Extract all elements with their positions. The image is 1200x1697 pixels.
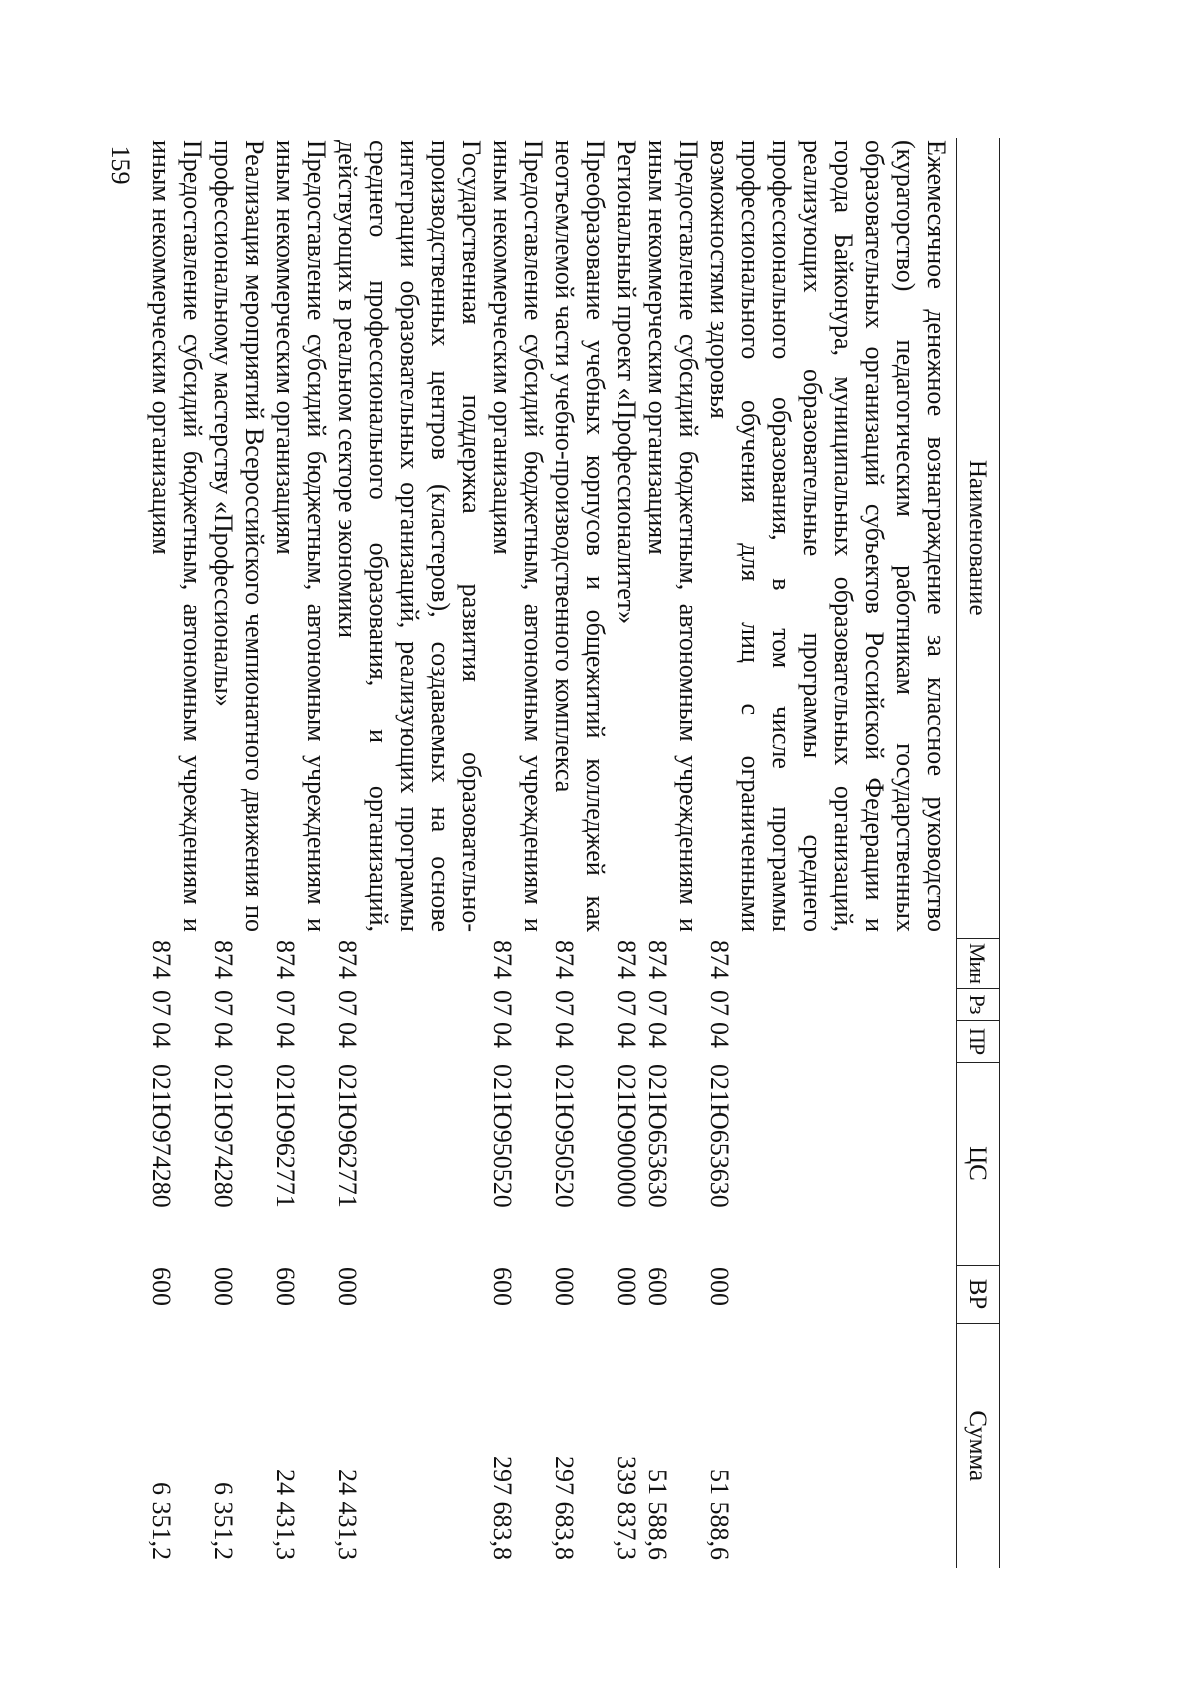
row-rz: 07 (612, 990, 641, 1016)
row-rz: 07 (333, 990, 362, 1016)
row-vr: 000 (209, 1267, 238, 1306)
row-vr: 000 (333, 1267, 362, 1306)
row-pr: 04 (209, 1022, 238, 1048)
row-cs: 021Ю974280 (209, 1064, 238, 1208)
row-rz: 07 (147, 990, 176, 1016)
row-min: 874 (147, 940, 176, 979)
row-name: Предоставление субсидий бюджетным, автономным учреждениям и иным некоммерческим организациям (271, 140, 331, 932)
row-min: 874 (209, 940, 238, 979)
table-header-row (957, 138, 1000, 1568)
table-row (208, 138, 270, 1568)
row-rz: 07 (209, 990, 238, 1016)
row-cs: 021Ю950520 (488, 1064, 517, 1208)
row-name: Предоставление субсидий бюджетным, автономным учреждениям и иным некоммерческим организациям (643, 140, 703, 932)
row-cs: 021Ю653630 (643, 1064, 672, 1208)
row-pr: 04 (705, 1022, 734, 1048)
table-row (146, 138, 208, 1568)
table-row (270, 138, 332, 1568)
row-sum: 51 588,6 (705, 1469, 734, 1560)
table-row (549, 138, 611, 1568)
row-sum: 297 683,8 (550, 1456, 579, 1560)
row-cs: 021Ю974280 (147, 1064, 176, 1208)
header-cs: ЦС (957, 1062, 1000, 1265)
row-cs: 021Ю900000 (612, 1064, 641, 1208)
row-min: 874 (271, 940, 300, 979)
table-row (704, 138, 957, 1568)
header-min: Мин (957, 938, 1000, 988)
row-name: Ежемесячное денежное вознаграждение за классное руководство (кураторство) педагогическим работникам государственных образовательных организаций субъектов Российской Федерации и города Байконура, муниципальных образовательных организаций, реализующих образовательные программы среднего профессионального образования, в том числе программы профессионального обучения для лиц с ограниченными возможностями здоровья (705, 140, 951, 932)
row-vr: 000 (550, 1267, 579, 1306)
row-sum: 51 588,6 (643, 1469, 672, 1560)
row-cs: 021Ю653630 (705, 1064, 734, 1208)
row-rz: 07 (488, 990, 517, 1016)
page-number: 159 (106, 145, 135, 185)
row-min: 874 (705, 940, 734, 979)
row-name: Региональный проект «Профессионалитет» (612, 140, 641, 625)
row-vr: 600 (488, 1267, 517, 1306)
row-rz: 07 (643, 990, 672, 1016)
row-min: 874 (643, 940, 672, 979)
budget-table (146, 138, 1000, 1568)
row-pr: 04 (488, 1022, 517, 1048)
row-pr: 04 (333, 1022, 362, 1048)
row-sum: 339 837,3 (612, 1456, 641, 1560)
row-cs: 021Ю962771 (333, 1064, 362, 1208)
row-vr: 000 (705, 1267, 734, 1306)
row-vr: 600 (147, 1267, 176, 1306)
header-name: Наименование (957, 138, 1000, 938)
row-vr: 600 (271, 1267, 300, 1306)
row-cs: 021Ю962771 (271, 1064, 300, 1208)
table-row (332, 138, 487, 1568)
row-min: 874 (333, 940, 362, 979)
row-rz: 07 (550, 990, 579, 1016)
row-vr: 600 (643, 1267, 672, 1306)
row-name: Реализация мероприятий Всероссийского чемпионатного движения по профессиональному мастерству «Профессионалы» (209, 140, 269, 932)
row-pr: 04 (271, 1022, 300, 1048)
row-pr: 04 (643, 1022, 672, 1048)
row-pr: 04 (550, 1022, 579, 1048)
row-min: 874 (488, 940, 517, 979)
table-row (642, 138, 704, 1568)
row-name: Предоставление субсидий бюджетным, автономным учреждениям и иным некоммерческим организациям (488, 140, 548, 932)
header-rz: Рз (957, 988, 1000, 1020)
row-sum: 24 431,3 (271, 1469, 300, 1560)
row-min: 874 (612, 940, 641, 979)
header-pr: ПР (957, 1020, 1000, 1062)
row-pr: 04 (147, 1022, 176, 1048)
row-sum: 24 431,3 (333, 1469, 362, 1560)
row-rz: 07 (705, 990, 734, 1016)
header-sum: Сумма (957, 1323, 1000, 1568)
row-vr: 000 (612, 1267, 641, 1306)
row-sum: 6 351,2 (209, 1482, 238, 1560)
table-row (611, 138, 642, 1568)
row-name: Государственная поддержка развития образовательно-производственных центров (кластеров), создаваемых на основе интеграции образовательных организаций, реализующих программы среднего профессионального образования, и организаций, действующих в реальном секторе экономики (333, 140, 486, 932)
rotated-budget-table-page (147, 138, 1000, 1568)
row-min: 874 (550, 940, 579, 979)
row-rz: 07 (271, 990, 300, 1016)
row-name: Преобразование учебных корпусов и общежитий колледжей как неотъемлемой части учебно-производственного комплекса (550, 140, 610, 932)
table-row (487, 138, 549, 1568)
row-sum: 6 351,2 (147, 1482, 176, 1560)
row-pr: 04 (612, 1022, 641, 1048)
row-sum: 297 683,8 (488, 1456, 517, 1560)
row-name: Предоставление субсидий бюджетным, автономным учреждениям и иным некоммерческим организациям (147, 140, 207, 932)
header-vr: ВР (957, 1265, 1000, 1323)
row-cs: 021Ю950520 (550, 1064, 579, 1208)
